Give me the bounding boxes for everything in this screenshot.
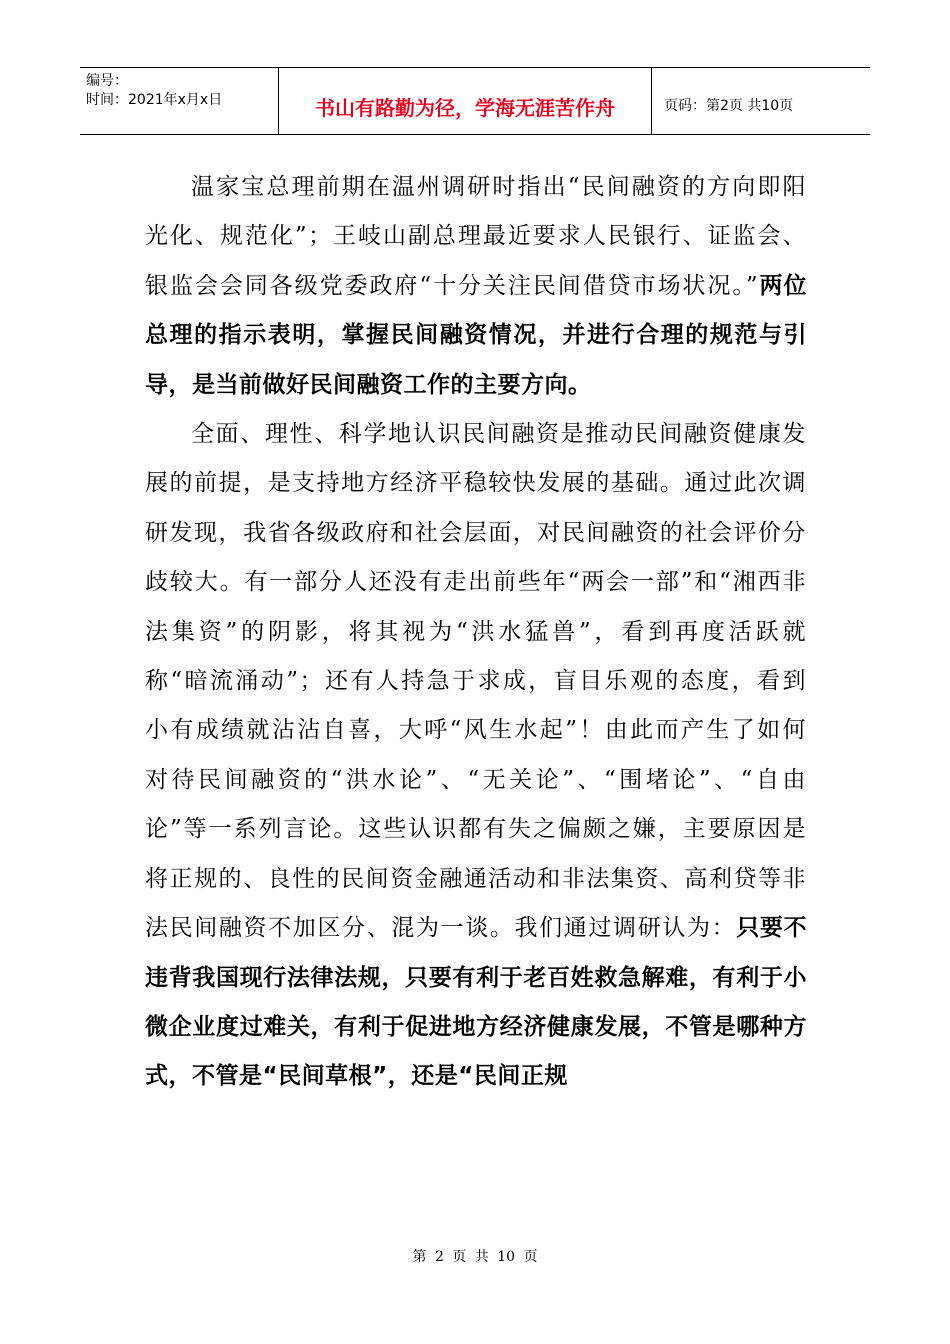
header-motto: 书山有路勤为径，学海无涯苦作舟 bbox=[279, 68, 652, 134]
page-header bbox=[80, 67, 870, 135]
document-time: 时间：2021年x月x日 bbox=[86, 92, 223, 108]
paragraph-1-bold-text: 两位总理的指示表明，掌握民间融资情况，并进行合理的规范与引导，是当前做好民间融资工作的主要方向。 bbox=[145, 272, 807, 398]
page-footer: 第 2 页 共 10 页 bbox=[412, 1249, 538, 1265]
document-number: 编号： bbox=[86, 73, 128, 89]
paragraph-1 bbox=[145, 163, 807, 410]
header-page-info: 页码：第2页 共10页 bbox=[664, 98, 794, 114]
paragraph-2 bbox=[145, 410, 807, 1102]
paragraph-1-text: 温家宝总理前期在温州调研时指出“民间融资的方向即阳光化、规范化”；王岐山副总理最近要求人民银行、证监会、银监会会同各级党委政府“十分关注民间借贷市场状况。” bbox=[145, 174, 807, 299]
paragraph-2-text: 全面、理性、科学地认识民间融资是推动民间融资健康发展的前提，是支持地方经济平稳较快发展的基础。通过此次调研发现，我省各级政府和社会层面，对民间融资的社会评价分歧较大。有一部分人还没有走出前些年“两会一部”和“湘西非法集资”的阴影，将其视为“洪水猛兽”，看到再度活跃就称“暗流涌动”；还有人持急于求成，盲目乐观的态度，看到小有成绩就沾沾自喜，大呼“风生水起”！由此而产生了如何对待民间融资的“洪水论”、“无关论”、“围堵论”、“自由论”等一系列言论。这些认识都有失之偏颇之嫌，主要原因是将正规的、良性的民间资金融通活动和非法集资、高利贷等非法民间融资不加区分、混为一谈。我们通过调研认为： bbox=[145, 421, 807, 942]
document-body bbox=[145, 163, 807, 1102]
header-meta bbox=[80, 68, 279, 134]
paragraph-2-bold-text: 只要不违背我国现行法律法规，只要有利于老百姓救急解难，有利于小微企业度过难关，有利于促进地方经济健康发展，不管是哪种方式，不管是“民间草根”，还是“民间正规 bbox=[145, 915, 808, 1090]
